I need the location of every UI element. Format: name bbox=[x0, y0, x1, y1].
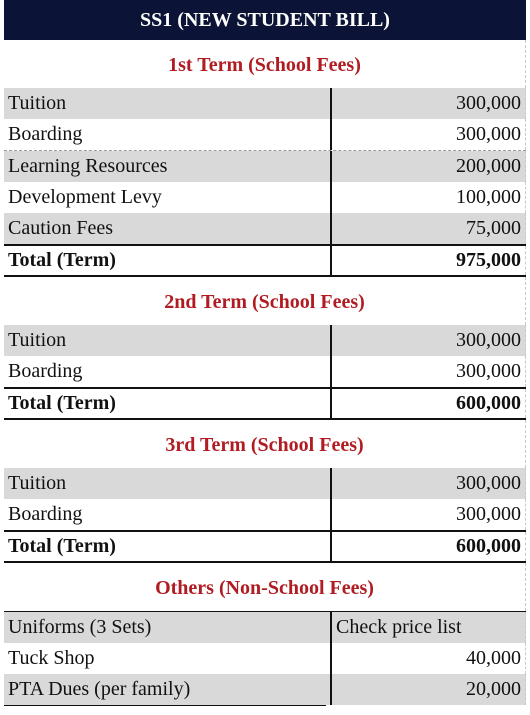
fee-amount: Check price list bbox=[330, 612, 526, 643]
fee-row bbox=[4, 88, 526, 119]
fee-row bbox=[4, 182, 526, 213]
fee-label: Boarding bbox=[8, 123, 83, 145]
total-amount: 975,000 bbox=[330, 246, 526, 275]
total-amount: 600,000 bbox=[330, 532, 526, 561]
fee-amount: 40,000 bbox=[330, 643, 526, 674]
fee-label: Boarding bbox=[8, 503, 83, 525]
table-bottom-divider bbox=[4, 705, 326, 706]
fee-amount: 200,000 bbox=[330, 151, 526, 182]
fee-row bbox=[4, 499, 526, 530]
total-label: Total (Term) bbox=[8, 392, 116, 414]
fee-label: Tuition bbox=[8, 92, 67, 114]
total-row-term-1 bbox=[4, 244, 526, 277]
fee-amount: 75,000 bbox=[330, 213, 526, 244]
total-amount: 600,000 bbox=[330, 389, 526, 418]
fee-bill-sheet bbox=[4, 0, 526, 706]
total-label: Total (Term) bbox=[8, 249, 116, 271]
fee-amount: 300,000 bbox=[330, 88, 526, 119]
bill-title: SS1 (NEW STUDENT BILL) bbox=[4, 0, 526, 40]
fee-label: Tuck Shop bbox=[8, 647, 95, 669]
fee-row bbox=[4, 356, 526, 387]
total-row-term-3 bbox=[4, 530, 526, 563]
fee-amount: 300,000 bbox=[330, 119, 526, 150]
section-heading-term-1: 1st Term (School Fees) bbox=[4, 40, 526, 88]
fee-row bbox=[4, 643, 526, 674]
fee-label: Tuition bbox=[8, 472, 67, 494]
fee-row bbox=[4, 325, 526, 356]
total-row-term-2 bbox=[4, 387, 526, 420]
section-heading-others: Others (Non-School Fees) bbox=[4, 563, 526, 611]
fee-label: Learning Resources bbox=[8, 155, 168, 177]
fee-amount: 100,000 bbox=[330, 182, 526, 213]
fee-amount: 300,000 bbox=[330, 468, 526, 499]
fee-label: Uniforms (3 Sets) bbox=[8, 616, 152, 638]
total-label: Total (Term) bbox=[8, 535, 116, 557]
section-heading-term-2: 2nd Term (School Fees) bbox=[4, 277, 526, 325]
fee-row bbox=[4, 213, 526, 244]
fee-row bbox=[4, 151, 526, 182]
fee-row bbox=[4, 611, 526, 643]
fee-label: Boarding bbox=[8, 360, 83, 382]
fee-amount: 300,000 bbox=[330, 325, 526, 356]
fee-row bbox=[4, 674, 526, 705]
fee-label: Development Levy bbox=[8, 186, 162, 208]
fee-amount: 20,000 bbox=[330, 674, 526, 705]
fee-label: Caution Fees bbox=[8, 217, 113, 239]
section-heading-term-3: 3rd Term (School Fees) bbox=[4, 420, 526, 468]
fee-label: PTA Dues (per family) bbox=[8, 678, 191, 700]
fee-amount: 300,000 bbox=[330, 356, 526, 387]
fee-row bbox=[4, 468, 526, 499]
fee-amount: 300,000 bbox=[330, 499, 526, 530]
fee-row bbox=[4, 119, 526, 151]
fee-label: Tuition bbox=[8, 329, 67, 351]
